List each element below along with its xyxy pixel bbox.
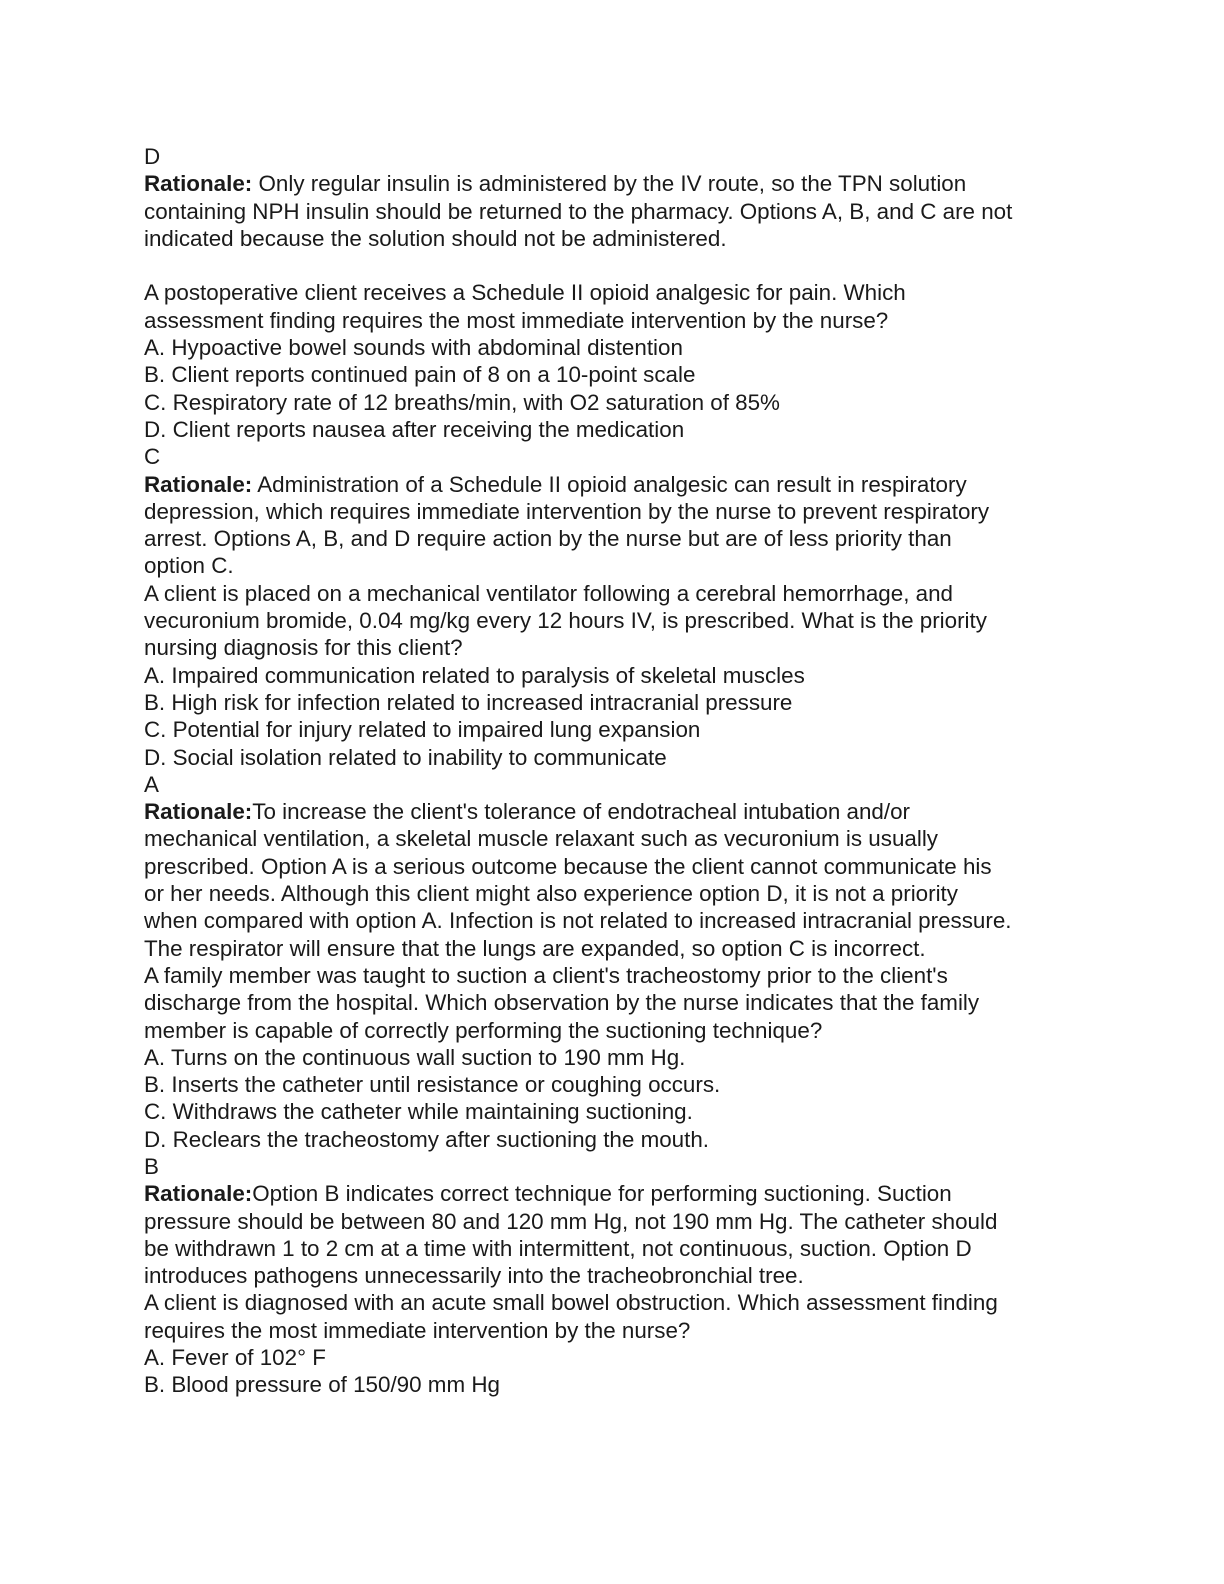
option-item: C. Respiratory rate of 12 breaths/min, with O2 saturation of 85% (144, 389, 780, 415)
question-line: nursing diagnosis for this client? (144, 635, 463, 661)
rationale-line (144, 907, 1084, 934)
option-item: B. High risk for infection related to increased intracranial pressure (144, 689, 793, 715)
rationale-line (144, 525, 1084, 552)
rationale-line (144, 825, 1084, 852)
option-item: A. Impaired communication related to paralysis of skeletal muscles (144, 662, 805, 688)
question-line: A client is placed on a mechanical ventilator following a cerebral hemorrhage, and (144, 580, 954, 606)
answer-key: C (144, 444, 161, 470)
rationale-line (144, 198, 1084, 225)
option-item: A. Turns on the continuous wall suction to 190 mm Hg. (144, 1044, 686, 1070)
question-line: assessment finding requires the most immediate intervention by the nurse? (144, 307, 889, 333)
rationale-text: pressure should be between 80 and 120 mm Hg, not 190 mm Hg. The catheter should (144, 1208, 998, 1234)
rationale-line (144, 170, 1084, 197)
rationale-line (144, 552, 1084, 579)
question-line: A family member was taught to suction a client's tracheostomy prior to the client's (144, 962, 948, 988)
question-line: A postoperative client receives a Schedule II opioid analgesic for pain. Which (144, 280, 906, 306)
rationale-label: Rationale: (144, 1181, 253, 1207)
rationale-line (144, 1180, 1084, 1207)
rationale-line (144, 853, 1084, 880)
option-item: D. Client reports nausea after receiving the medication (144, 416, 685, 442)
rationale-line (144, 225, 1084, 252)
option-item: C. Potential for injury related to impaired lung expansion (144, 717, 701, 743)
rationale-text: introduces pathogens unnecessarily into the tracheobronchial tree. (144, 1263, 804, 1289)
rationale-text: Administration of a Schedule II opioid analgesic can result in respiratory (257, 471, 967, 497)
rationale-text: The respirator will ensure that the lungs are expanded, so option C is incorrect. (144, 935, 926, 961)
answer-key: A (144, 771, 159, 797)
option-item: C. Withdraws the catheter while maintaining suctioning. (144, 1099, 693, 1125)
rationale-label: Rationale: (144, 171, 253, 197)
rationale-line (144, 1262, 1084, 1289)
question-line: A client is diagnosed with an acute small bowel obstruction. Which assessment finding (144, 1290, 998, 1316)
option-item: D. Reclears the tracheostomy after suctioning the mouth. (144, 1126, 710, 1152)
rationale-text: containing NPH insulin should be returned to the pharmacy. Options A, B, and C are not (144, 198, 1013, 224)
rationale-text: mechanical ventilation, a skeletal muscle relaxant such as vecuronium is usually (144, 826, 939, 852)
rationale-text: or her needs. Although this client might also experience option D, it is not a priority (144, 881, 958, 907)
question-line: requires the most immediate intervention by the nurse? (144, 1317, 691, 1343)
option-item: B. Inserts the catheter until resistance or coughing occurs. (144, 1072, 721, 1098)
option-item: B. Blood pressure of 150/90 mm Hg (144, 1372, 500, 1398)
rationale-text: Only regular insulin is administered by the IV route, so the TPN solution (258, 171, 967, 197)
rationale-label: Rationale: (144, 471, 253, 497)
rationale-line (144, 498, 1084, 525)
rationale-text: To increase the client's tolerance of endotracheal intubation and/or (252, 799, 911, 825)
question-line: vecuronium bromide, 0.04 mg/kg every 12 hours IV, is prescribed. What is the priority (144, 608, 987, 634)
option-item: B. Client reports continued pain of 8 on a 10-point scale (144, 362, 696, 388)
rationale-line (144, 1208, 1084, 1235)
rationale-text: arrest. Options A, B, and D require action by the nurse but are of less priority than (144, 526, 952, 552)
rationale-text: indicated because the solution should not be administered. (144, 225, 727, 251)
rationale-line (144, 935, 1084, 962)
answer-key: D (144, 144, 161, 169)
option-item: A. Fever of 102° F (144, 1345, 326, 1371)
blank-line (144, 252, 1084, 279)
answer-key: B (144, 1153, 159, 1179)
rationale-text: prescribed. Option A is a serious outcome because the client cannot communicate his (144, 853, 992, 879)
rationale-label: Rationale: (144, 799, 253, 825)
rationale-line (144, 798, 1084, 825)
rationale-line (144, 1235, 1084, 1262)
document-page (144, 143, 1084, 1399)
rationale-text: depression, which requires immediate intervention by the nurse to prevent respiratory (144, 498, 990, 524)
rationale-line (144, 471, 1084, 498)
rationale-text: when compared with option A. Infection is not related to increased intracranial pressure. (144, 908, 1012, 934)
rationale-text: be withdrawn 1 to 2 cm at a time with intermittent, not continuous, suction. Option D (144, 1235, 972, 1261)
question-line: member is capable of correctly performing the suctioning technique? (144, 1017, 823, 1043)
rationale-text: option C. (144, 553, 234, 579)
question-line: discharge from the hospital. Which observation by the nurse indicates that the family (144, 990, 980, 1016)
option-item: A. Hypoactive bowel sounds with abdominal distention (144, 335, 683, 361)
rationale-text: Option B indicates correct technique for performing suctioning. Suction (252, 1181, 952, 1207)
option-item: D. Social isolation related to inability to communicate (144, 744, 667, 770)
rationale-line (144, 880, 1084, 907)
